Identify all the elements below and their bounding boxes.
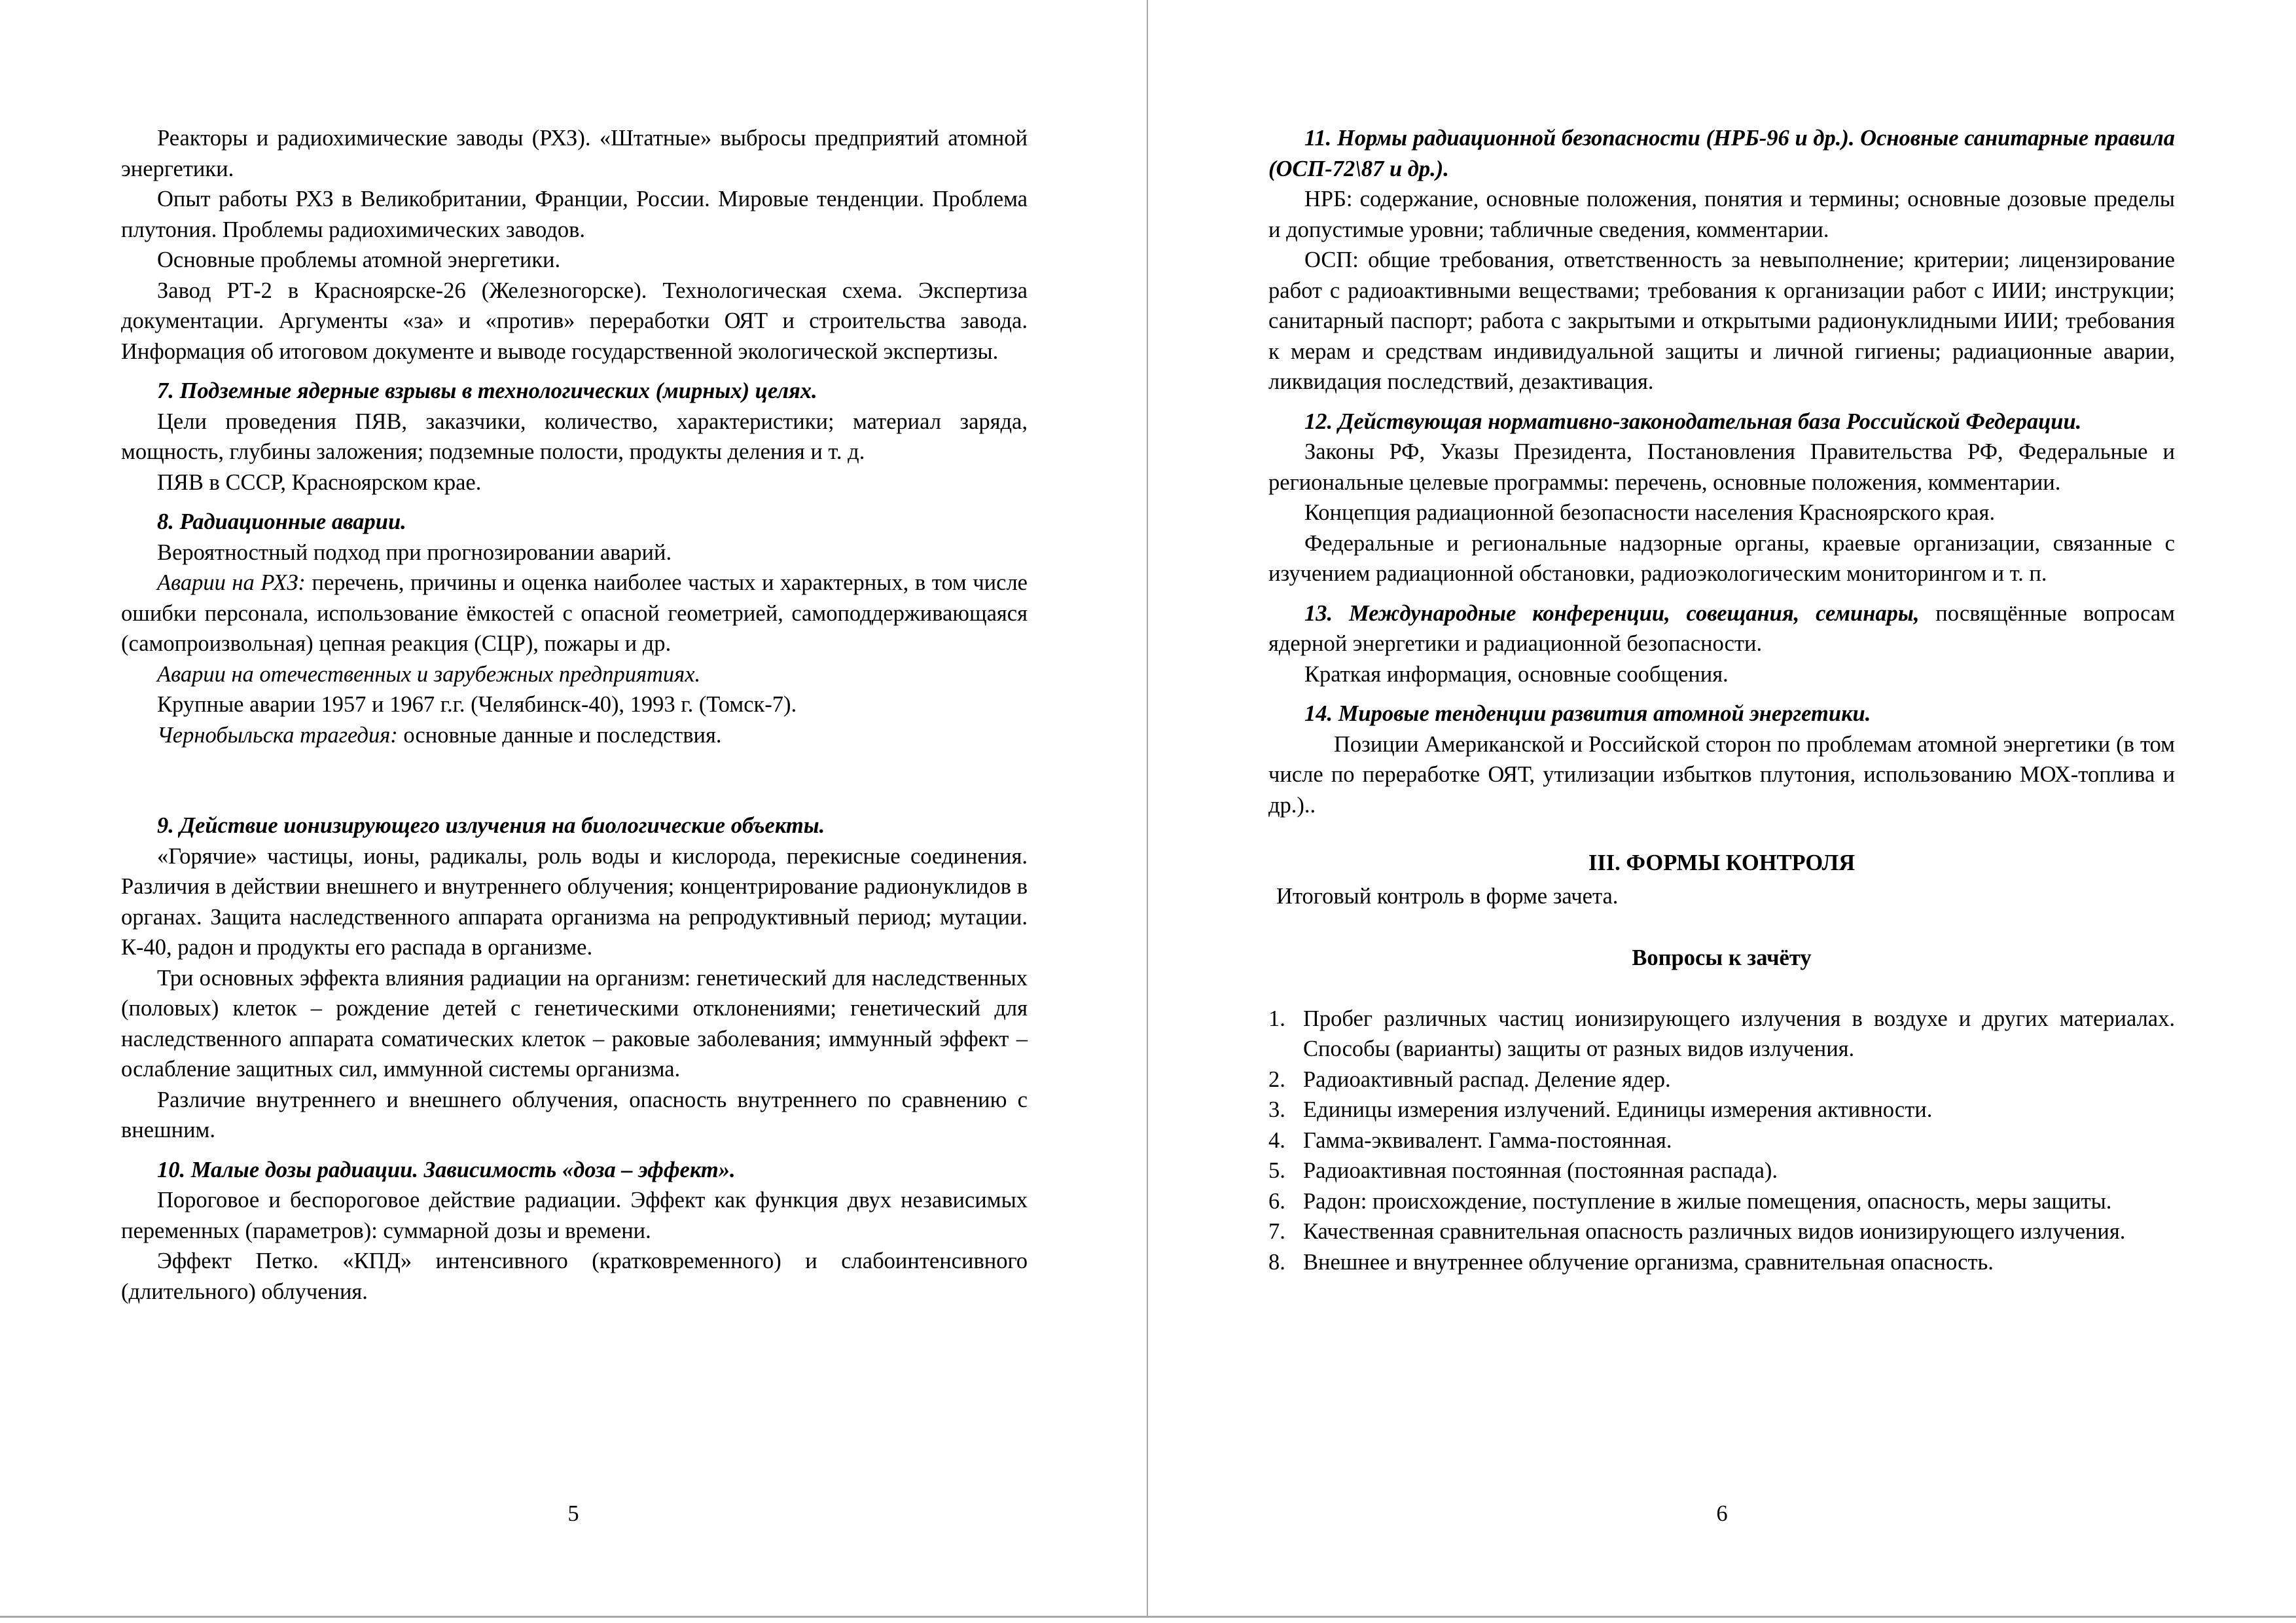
paragraph: Вероятностный подход при прогнозировании аварий. xyxy=(157,539,672,565)
paragraph: Федеральные и региональные надзорные органы, краевые организации, связанные с изучением радиационной обстановки, радиоэкологическим мониторингом и т. п. xyxy=(1268,530,2175,586)
paragraph: Законы РФ, Указы Президента, Постановления Правительства РФ, Федеральные и региональные целевые программы: перечень, основные положения, комментарии. xyxy=(1268,439,2175,495)
list-item xyxy=(1268,1004,2175,1065)
paragraph: Концепция радиационной безопасности населения Красноярского края. xyxy=(1304,500,1996,525)
section-heading-10: 10. Малые дозы радиации. Зависимость «доза – эффект». xyxy=(157,1157,736,1182)
list-item-number: 5. xyxy=(1268,1158,1285,1183)
list-item-number: 6. xyxy=(1268,1188,1285,1214)
section-heading-8: 8. Радиационные аварии. xyxy=(157,509,406,534)
list-item-text: Радон: происхождение, поступление в жилые помещения, опасность, меры защиты. xyxy=(1303,1188,2112,1214)
section-heading-13 xyxy=(1268,598,2175,659)
paragraph: Три основных эффекта влияния радиации на организм: генетический для наследственных (половых) клеток – рождение детей с генетическими отклонениями; генетический для наследственного аппарата соматических клеток – раковые заболевания; иммунный эффект – ослабление защитных сил, иммунной системы организма. xyxy=(121,965,1028,1082)
questions-list xyxy=(1268,1004,2175,1278)
paragraph: Пороговое и беспороговое действие радиации. Эффект как функция двух независимых переменных (параметров): суммарной дозы и времени. xyxy=(121,1188,1028,1243)
list-item-number: 3. xyxy=(1268,1097,1285,1122)
list-item-text: Радиоактивный распад. Деление ядер. xyxy=(1303,1067,1671,1092)
italic-lead: Чернобыльска трагедия: xyxy=(157,722,398,748)
questions-title: Вопросы к зачёту xyxy=(1632,945,1812,970)
page-left xyxy=(0,0,1148,1616)
paragraph: ПЯВ в СССР, Красноярском крае. xyxy=(157,469,482,495)
paragraph: Крупные аварии 1957 и 1967 г.г. (Челябинск-40), 1993 г. (Томск-7). xyxy=(157,692,797,717)
list-item-number: 7. xyxy=(1268,1219,1285,1244)
list-item-text: Пробег различных частиц ионизирующего излучения в воздухе и других материалах. Способы (варианты) защиты от разных видов излучения. xyxy=(1303,1006,2175,1061)
paragraph: Эффект Петко. «КПД» интенсивного (кратковременного) и слабоинтенсивного (длительного) облучения. xyxy=(121,1249,1028,1304)
list-item xyxy=(1268,1186,2175,1217)
heading-lead: 13. Международные конференции, совещания, семинары, xyxy=(1304,600,1920,626)
control-text: Итоговый контроль в форме зачета. xyxy=(1276,883,1619,909)
section-heading-14: 14. Мировые тенденции развития атомной энергетики. xyxy=(1304,701,1871,726)
list-item-number: 2. xyxy=(1268,1067,1285,1092)
list-item-text: Радиоактивная постоянная (постоянная распада). xyxy=(1303,1158,1778,1183)
paragraph: Основные проблемы атомной энергетики. xyxy=(157,247,561,272)
list-item-number: 4. xyxy=(1268,1127,1285,1153)
section-heading-7: 7. Подземные ядерные взрывы в технологических (мирных) целях. xyxy=(157,378,817,403)
page-right-content xyxy=(1268,123,2175,1277)
paragraph xyxy=(121,720,1028,751)
paragraph xyxy=(121,568,1028,659)
paragraph: Аварии на отечественных и зарубежных предприятиях. xyxy=(157,661,701,687)
page-number-right: 6 xyxy=(1716,1501,1728,1526)
list-item xyxy=(1268,1095,2175,1125)
paragraph: Различие внутреннего и внешнего облучения, опасность внутреннего по сравнению с внешним. xyxy=(121,1087,1028,1142)
list-item xyxy=(1268,1156,2175,1186)
section-title: III. ФОРМЫ КОНТРОЛЯ xyxy=(1588,850,1856,875)
italic-lead: Аварии на РХЗ: xyxy=(157,570,306,595)
paragraph-text: основные данные и последствия. xyxy=(397,722,722,748)
paragraph: Цели проведения ПЯВ, заказчики, количество, характеристики; материал заряда, мощность, глубины заложения; подземные полости, продукты деления и т. д. xyxy=(121,409,1028,464)
list-item-number: 8. xyxy=(1268,1249,1285,1275)
list-item-text: Качественная сравнительная опасность различных видов ионизирующего излучения. xyxy=(1303,1219,2126,1244)
paragraph: Реакторы и радиохимические заводы (РХЗ). «Штатные» выбросы предприятий атомной энергетики. xyxy=(121,126,1028,181)
paragraph: «Горячие» частицы, ионы, радикалы, роль воды и кислорода, перекисные соединения. Различия в действии внешнего и внутреннего облучения; концентрирование радионуклидов в органах. Защита наследственного аппарата организма на репродуктивный период; мутации. К-40, радон и продукты его распада в организме. xyxy=(121,843,1028,960)
list-item xyxy=(1268,1216,2175,1247)
list-item-text: Гамма-эквивалент. Гамма-постоянная. xyxy=(1303,1127,1672,1153)
section-heading-11: 11. Нормы радиационной безопасности (НРБ-96 и др.). Основные санитарные правила (ОСП-72\87 и др.). xyxy=(1268,126,2175,181)
spacer xyxy=(121,750,1028,811)
page-right xyxy=(1149,0,2295,1616)
list-item xyxy=(1268,1125,2175,1156)
section-heading-12: 12. Действующая нормативно-законодательная база Российской Федерации. xyxy=(1304,409,2082,434)
paragraph: ОСП: общие требования, ответственность за невыполнение; критерии; лицензирование работ с радиоактивными веществами; требования к организации работ с ИИИ; инструкции; санитарный паспорт; работа с закрытыми и открытыми радионуклидными ИИИ; требования к мерам и средствам индивидуальной защиты и личной гигиены; радиационные аварии, ликвидация последствий, дезактивация. xyxy=(1268,247,2175,394)
paragraph-text: перечень, причины и оценка наиболее частых и характерных, в том числе ошибки персонала, использование ёмкостей с опасной геометрией, самоподдерживающаяся (самопроизвольная) цепная реакция (СЦР), пожары и др. xyxy=(121,570,1028,656)
paragraph: НРБ: содержание, основные положения, понятия и термины; основные дозовые пределы и допустимые уровни; табличные сведения, комментарии. xyxy=(1268,187,2175,242)
list-item-text: Единицы измерения излучений. Единицы измерения активности. xyxy=(1303,1097,1933,1122)
paragraph: Опыт работы РХЗ в Великобритании, Франции, России. Мировые тенденции. Проблема плутония. Проблемы радиохимических заводов. xyxy=(121,187,1028,242)
list-item xyxy=(1268,1065,2175,1095)
paragraph: Позиции Американской и Российской сторон по проблемам атомной энергетики (в том числе по переработке ОЯТ, утилизации избытков плутония, использованию МОХ-топлива и др.).. xyxy=(1268,731,2175,818)
page-left-content xyxy=(121,123,1028,1307)
section-heading-9: 9. Действие ионизирующего излучения на биологические объекты. xyxy=(157,813,825,838)
paragraph: Краткая информация, основные сообщения. xyxy=(1304,661,1729,687)
paragraph-text: посвящённые вопросам ядерной энергетики и радиационной безопасности. xyxy=(1268,600,2175,656)
list-item-number: 1. xyxy=(1268,1006,1285,1031)
paragraph: Завод РТ-2 в Красноярске-26 (Железногорске). Технологическая схема. Экспертиза документации. Аргументы «за» и «против» переработки ОЯТ и строительства завода. Информация об итоговом документе и выводе государственной экологической экспертизы. xyxy=(121,278,1028,364)
page-number-left: 5 xyxy=(567,1501,579,1526)
list-item-text: Внешнее и внутреннее облучение организма, сравнительная опасность. xyxy=(1303,1249,1994,1275)
list-item xyxy=(1268,1247,2175,1278)
